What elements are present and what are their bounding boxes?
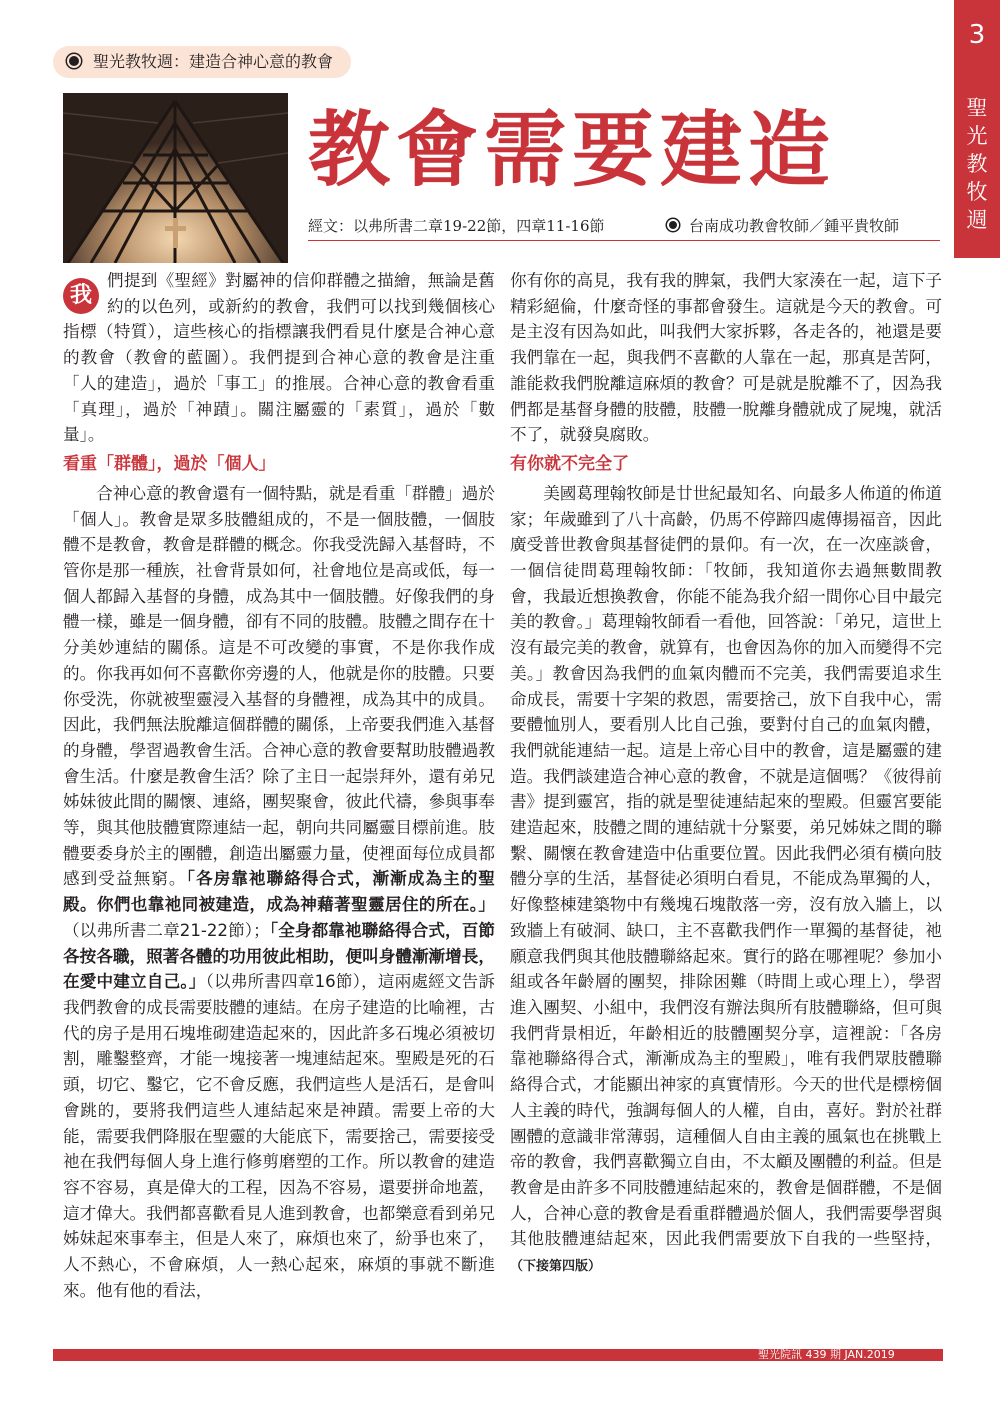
section-heading: 有你就不完全了 <box>510 453 629 474</box>
scripture-reference: 經文：以弗所書二章19-22節，四章11-16節 <box>308 217 605 235</box>
scripture-quote: 「全身都靠祂聯絡得合式，百節各按各職，照著各體的功用彼此相助，便叫身體漸漸增長，在愛中建立自己。」 <box>63 919 496 992</box>
continued-note: （下接第四版） <box>510 1259 602 1275</box>
paragraph <box>63 481 495 1304</box>
article-headline: 教會需要建造 <box>308 102 837 198</box>
left-column <box>63 268 495 1303</box>
page-side-tab <box>954 0 1000 258</box>
bullet-icon <box>67 54 81 68</box>
paragraph <box>63 268 495 448</box>
bullet-icon <box>667 219 679 231</box>
paragraph-text: 美國葛理翰牧師是廿世紀最知名、向最多人佈道的佈道家；年歲雖到了八十高齡，仍馬不停蹄四處傳揚福音，因此廣受普世教會與基督徒們的景仰。有一次，在一次座談會，一個信徒問葛理翰牧師：「牧師，我知道你去過無數間教會，我最近想換教會，你能不能為我介紹一間你心目中最完美的教會。」葛理翰牧師看一看他，回答說：「弟兄，這世上沒有最完美的教會，就算有，也會因為你的加入而變得不完美。」教會因為我們的血氣肉體而不完美，我們需要追求生命成長，需要十字架的救恩，需要捨己，放下自我中心，需要體恤別人，要看別人比自己強，要對付自己的血氣肉體，我們就能連結一起。這是上帝心目中的教會，這是屬靈的建造。我們談建造合神心意的教會，不就是這個嗎？《彼得前書》提到靈宮，指的就是聖徒連結起來的聖殿。但靈宮要能建造起來，肢體之間的連結就十分緊要，弟兄姊妹之間的聯繫、關懷在教會建造中佔重要位置。因此我們必須有橫向肢體分享的生活，基督徒必須明白看見，不能成為單獨的人，好像整棟建築物中有幾塊石塊散落一旁，沒有放入牆上，以致牆上有破洞、缺口，主不喜歡我們作一單獨的基督徒，祂願意我們與其他肢體聯絡起來。實行的路在哪裡呢？參加小組或各年齡層的團契，排除困難（時間上或心理上），學習進入團契、小組中，我們沒有辦法與所有肢體聯絡，但可與我們背景相近，年齡相近的肢體團契分享，這裡說：「各房靠祂聯絡得合式，漸漸成為主的聖殿」，唯有我們眾肢體聯絡得合式，才能顯出神家的真實情形。今天的世代是標榜個人主義的時代，強調每個人的人權，自由，喜好。對於社群團體的意識非常薄弱，這種個人自由主義的風氣也在挑戰上帝的教會，我們喜歡獨立自由，不太顧及團體的利益。但是教會是由許多不同肢體連結起來的，教會是個群體，不是個人，合神心意的教會是看重群體過於個人，我們需要學習與其他肢體連結起來，因此我們需要放下自我的一些堅持， <box>510 483 942 1249</box>
church-photo <box>63 93 288 263</box>
author-line <box>667 215 899 237</box>
church-interior-image <box>63 93 288 263</box>
dropcap: 我 <box>63 278 99 314</box>
right-column <box>510 268 942 1280</box>
section-pill-label: 聖光教牧週：建造合神心意的教會 <box>93 52 334 71</box>
section-pill <box>53 46 351 78</box>
paragraph <box>510 481 942 1280</box>
author-name: 台南成功教會牧師／鍾平貴牧師 <box>689 217 900 235</box>
paragraph-text: （以弗所書二章21-22節）； <box>63 920 270 940</box>
paragraph-text: 們提到《聖經》對屬神的信仰群體之描繪，無論是舊約的以色列，或新約的教會，我們可以找到幾個核心指標（特質），這些核心的指標讓我們看見什麼是合神心意的教會（教會的藍圖）。我們提到合神心意的教會是注重「人的建造」，過於「事工」的推展。合神心意的教會看重「真理」，過於「神蹟」。關注屬靈的「素質」，過於「數量」。 <box>63 271 495 445</box>
footer-issue: 聖光院訊 439 期 JAN.2019 <box>758 1348 895 1361</box>
header-rule <box>308 240 940 241</box>
page-number: 3 <box>968 20 986 50</box>
paragraph: 你有你的高見，我有我的脾氣，我們大家湊在一起，這下子精彩絕倫，什麼奇怪的事都會發生。這就是今天的教會。可是主沒有因為如此，叫我們大家拆夥，各走各的，祂還是要我們靠在一起，與我們不喜歡的人靠在一起，那真是苦阿，誰能救我們脫離這麻煩的教會？可是就是脫離不了，因為我們都是基督身體的肢體，肢體一脫離身體就成了屍塊，就活不了，就發臭腐敗。 <box>510 271 942 445</box>
section-heading: 看重「群體」，過於「個人」 <box>63 453 276 474</box>
paragraph-text: （以弗所書四章16節），這兩處經文告訴我們教會的成長需要肢體的連結。在房子建造的比喻裡，古代的房子是用石塊堆砌建造起來的，因此許多石塊必須被切割，雕鑿整齊，才能一塊接著一塊連結起來。聖殿是死的石頭，切它、鑿它，它不會反應，我們這些人是活石，是會叫會跳的，要將我們這些人連結起來是神蹟。需要上帝的大能，需要我們降服在聖靈的大能底下，需要捨己，需要接受祂在我們每個人身上進行修剪磨塑的工作。所以教會的建造容不容易，真是偉大的工程，因為不容易，還要拼命地蓋，這才偉大。我們都喜歡看見人進到教會，也都樂意看到弟兄姊妹起來事奉主，但是人來了，麻煩也來了，紛爭也來了，人不熱心，不會麻煩，人一熱心起來，麻煩的事就不斷進來。他有他的看法， <box>63 972 495 1300</box>
paragraph-text: 合神心意的教會還有一個特點，就是看重「群體」過於「個人」。教會是眾多肢體組成的，不是一個肢體，一個肢體不是教會，教會是群體的概念。你我受洗歸入基督時，不管你是那一種族，社會背景如何，社會地位是高或低，每一個人都歸入基督的身體，成為其中一個肢體。好像我們的身體一樣，雖是一個身體，卻有不同的肢體。肢體之間存在十分美妙連結的關係。這是不可改變的事實，不是你我作成的。你我再如何不喜歡你旁邊的人，他就是你的肢體。只要你受洗，你就被聖靈浸入基督的身體裡，成為其中的成員。因此，我們無法脫離這個群體的關係，上帝要我們進入基督的身體，學習過教會生活。合神心意的教會要幫助肢體過教會生活。什麼是教會生活？除了主日一起崇拜外，還有弟兄姊妹彼此間的關懷、連絡，團契聚會，彼此代禱，參與事奉等，與其他肢體實際連結一起，朝向共同屬靈目標前進。肢體要委身於主的團體，創造出屬靈力量，使裡面每位成員都感到受益無窮。 <box>63 483 495 889</box>
scripture-quote: 「各房靠祂聯絡得合式，漸漸成為主的聖殿。你們也靠祂同被建造，成為神藉著聖靈居住的所在。」 <box>63 868 496 915</box>
side-tab-title: 聖光教牧週 <box>966 96 988 232</box>
